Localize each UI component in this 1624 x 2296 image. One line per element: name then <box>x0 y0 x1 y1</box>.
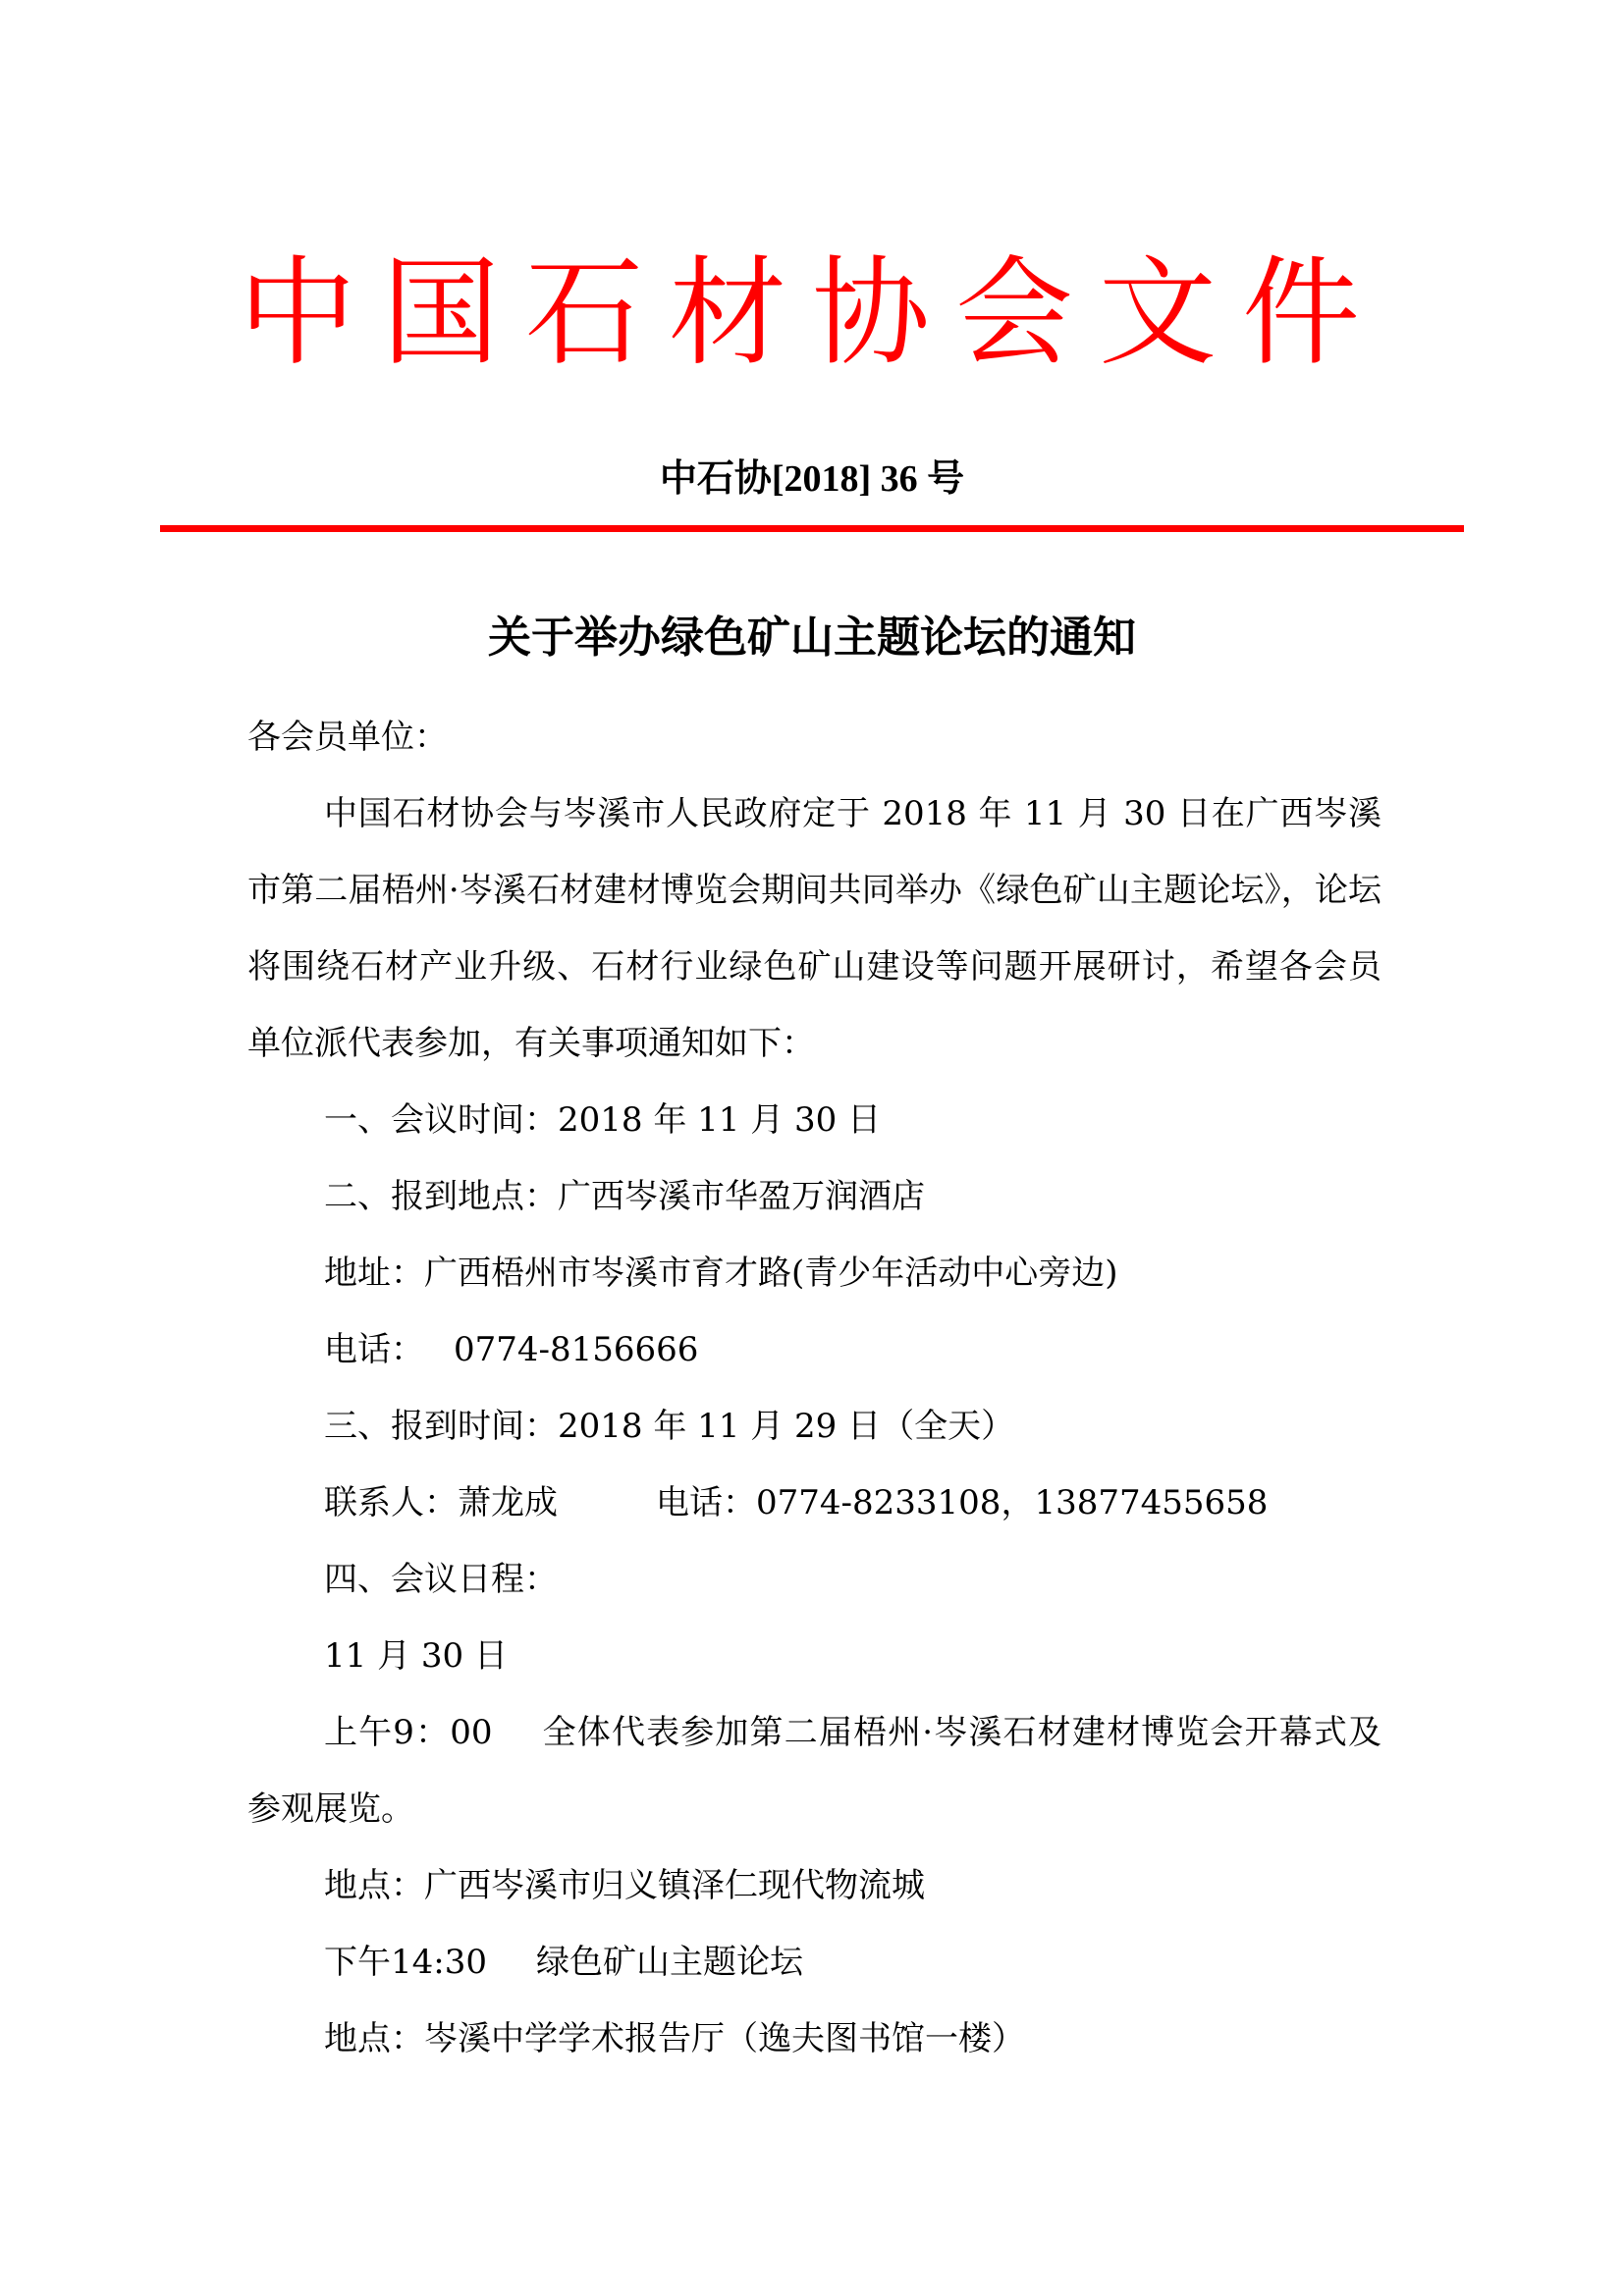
contact-phone: 电话：0774-8233108，13877455658 <box>656 1483 1269 1522</box>
item-checkin-place: 二、报到地点：广西岑溪市华盈万润酒店 <box>324 1177 925 1216</box>
schedule-heading: 四、会议日程： <box>324 1560 558 1599</box>
afternoon-time: 下午14:30 <box>324 1943 487 1982</box>
item-contact <box>247 1465 1381 1541</box>
red-divider <box>160 525 1464 532</box>
notice-body <box>247 699 1381 2077</box>
document-number: 中石协[2018] 36 号 <box>659 458 965 500</box>
item-address: 地址：广西梧州市岑溪市育才路(青少年活动中心旁边) <box>324 1254 1118 1293</box>
item-hotel-phone <box>247 1311 1381 1388</box>
hotel-phone-number: 0774-8156666 <box>454 1330 699 1369</box>
hotel-phone-label: 电话： <box>324 1330 424 1369</box>
item-checkin-time: 三、报到时间：2018 年 11 月 29 日（全天） <box>324 1407 1015 1446</box>
schedule-afternoon <box>247 1924 1381 2001</box>
schedule-afternoon-place: 地点：岑溪中学学术报告厅（逸夫图书馆一楼） <box>324 2019 1025 2058</box>
morning-event: 全体代表参加第二届梧州·岑溪石材建材博览会开幕式及参观展览。 <box>247 1713 1381 1829</box>
schedule-morning-place: 地点：广西岑溪市归义镇泽仁现代物流城 <box>324 1866 925 1905</box>
intro-paragraph: 中国石材协会与岑溪市人民政府定于 2018 年 11 月 30 日在广西岑溪市第二届梧州·岑溪石材建材博览会期间共同举办《绿色矿山主题论坛》，论坛将围绕石材产业升级、石材行业绿色矿山建设等问题开展研讨，希望各会员单位派代表参加，有关事项通知如下： <box>247 794 1381 1063</box>
schedule-date: 11 月 30 日 <box>324 1636 508 1676</box>
notice-title: 关于举办绿色矿山主题论坛的通知 <box>488 613 1136 663</box>
contact-person: 联系人：萧龙成 <box>324 1483 558 1522</box>
afternoon-event: 绿色矿山主题论坛 <box>535 1943 803 1982</box>
masthead-title: 中国石材协会文件 <box>239 245 1385 382</box>
morning-time: 上午9：00 <box>324 1713 493 1752</box>
item-meeting-time: 一、会议时间：2018 年 11 月 30 日 <box>324 1100 882 1140</box>
salutation: 各会员单位： <box>247 718 448 757</box>
schedule-morning <box>247 1694 1381 1847</box>
